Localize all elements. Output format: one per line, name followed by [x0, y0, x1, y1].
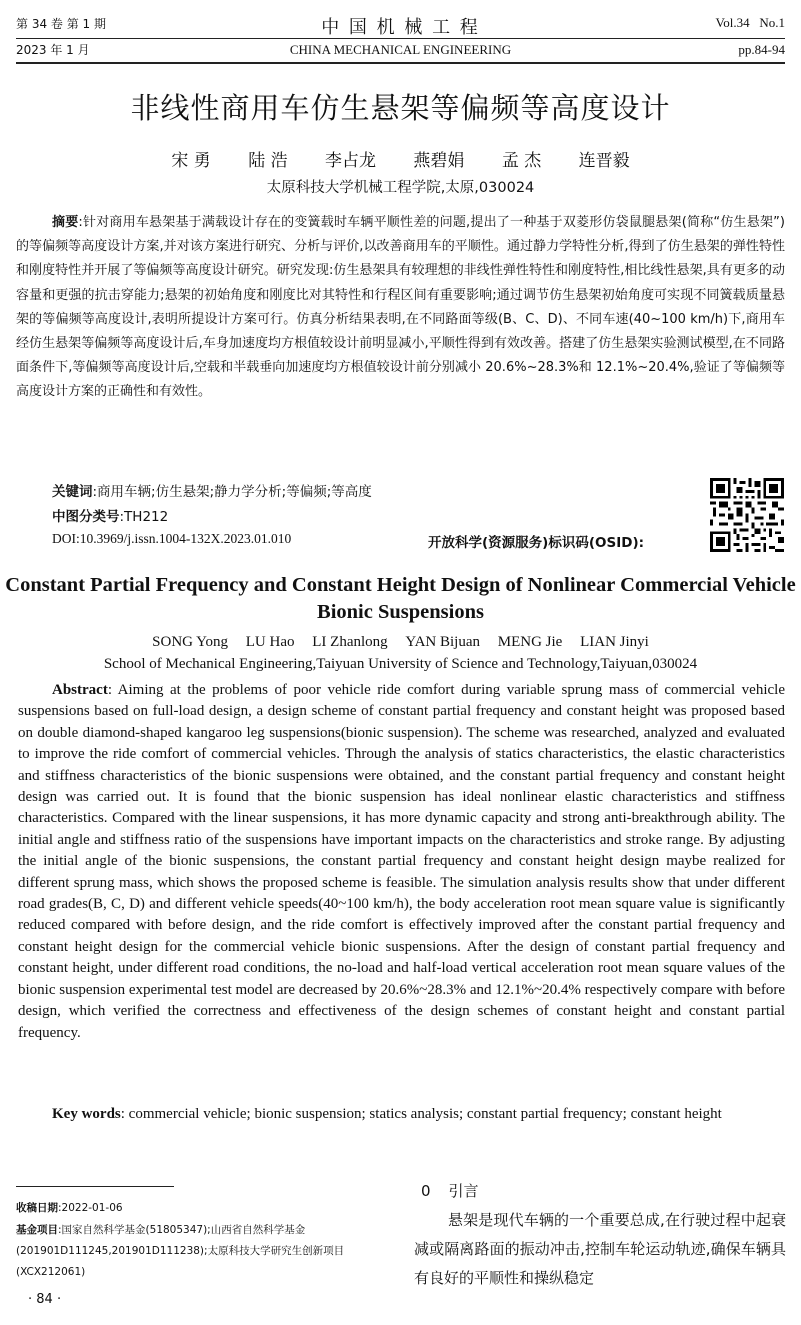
page-number: · 84 ·: [28, 1292, 62, 1307]
author-en: LU Hao: [245, 634, 295, 650]
doi[interactable]: DOI:10.3969/j.issn.1004-132X.2023.01.010: [52, 531, 292, 546]
keywords-en-text: : commercial vehicle; bionic suspension; statics analysis; constant partial frequency; constant height: [120, 1106, 722, 1122]
abstract-cn-text: :针对商用车悬架基于满载设计存在的变簧载时车辆平顺性差的问题,提出了一种基于双菱形仿袋鼠腿悬架(简称“仿生悬架”)的等偏频等高度设计方案,并对该方案进行研究、分析与评价,以改善商用车的平顺性。通过静力学特性分析,得到了仿生悬架的弹性特性和刚度特性并开展了等偏频等高度设计研究。研究发现:仿生悬架具有较理想的非线性弹性特性和刚度特性,相比线性悬架,具有更多的动容量和更强的抗击穿能力;悬架的初始角度和刚度比对其特性和行程区间有重要影响;通过调节仿生悬架初始角度可实现不同簧载质量悬架的等偏频等高度设计,表明所提设计方案可行。仿真分析结果表明,在不同路面等级(B、C、D)、不同车速(40~100 km/h)下,商用车经仿生悬架等偏频等高度设计后,车身加速度均方根值较设计前明显减小,平顺性得到有效改善。搭建了仿生悬架实验测试模型,在不同路面条件下,等偏频等高度设计后,空载和半载垂向加速度均方根值较设计前分别减小 20.6%~28.3%和 12.1%~20.4%,验证了等偏频等高度设计方案的正确性和有效性。: [16, 215, 785, 400]
abstract-cn-label: 摘要: [52, 215, 79, 230]
fund-label: 基金项目: [16, 1224, 58, 1236]
author-cn: 陆 浩: [248, 151, 288, 171]
section-text: 悬架是现代车辆的一个重要总成,在行驶过程中起衰减或隔离路面的振动冲击,控制车轮运动轨迹,确保车辆具有良好的平顺性和操纵稳定: [414, 1211, 786, 1287]
received-text: :2022-01-06: [58, 1202, 123, 1214]
keywords-cn-label: 关键词: [52, 484, 93, 500]
received-date: [16, 1198, 386, 1219]
author-cn: 燕碧娟: [413, 151, 465, 171]
paper-title-cn: 非线性商用车仿生悬架等偏频等高度设计: [130, 91, 671, 125]
journal-name-cn: 中 国 机 械 工 程: [321, 17, 480, 38]
affiliation-en: School of Mechanical Engineering,Taiyuan University of Science and Technology,Taiyuan,030024: [103, 656, 698, 672]
page-range: pp.84-94: [738, 42, 785, 57]
abstract-en-text: : Aiming at the problems of poor vehicle ride comfort during variable sprung mass of commercial vehicle suspensions based on full-load design, a design scheme of constant partial frequency and constant height was proposed based on double diamond-shaped kangaroo leg suspensions(bionic suspension). The scheme was researched, analyzed and evaluated to improve the ride comfort of commercial vehicles. Through the analysis of statics characteristics, the elastic characteristics and stiffness characteristics of the bionic suspensions were obtained, and the constant partial frequency and constant height design was carried out. It is found that the bionic suspension has ideal nonlinear elastic characteristics and stiffness characteristics. Compared with the linear suspensions, it has more dynamic capacity and strong anti-breakthrough ability. The initial angle and stiffness ratio of the suspensions have important impacts on the characteristics and stroke range. By adjusting the initial angle of the bionic suspensions, the constant partial frequency and constant height design maybe realized for different sprung mass, which shows the proposed scheme is feasible. The simulation analysis results show that under different road grades(B, C, D) and different vehicle speeds(40~100 km/h), the body acceleration root mean square value is significantly reduced compared with before design, and the ride comfort is effectively improved after the constant partial frequency and constant height design for the commercial vehicle bionic suspensions. After the design of constant partial frequency and constant height, under different road conditions, the no-load and half-load vertical acceleration root mean square values of the bionic suspension experimental test model are decreased by 20.6%~28.3% and 12.1%~20.4% respectively compare with before design, which verified the correctness and effectiveness of the design schemes of constant height and constant partial frequency.: [18, 682, 785, 1041]
author-list-cn: [0, 146, 801, 171]
volume-issue-en: Vol.34 No.1: [715, 15, 785, 30]
date-cn: 2023 年 1 月: [16, 43, 90, 57]
volume-issue-cn: 第 34 卷 第 1 期: [16, 17, 106, 31]
section-heading: [421, 1180, 479, 1201]
clc-text: :TH212: [119, 509, 169, 525]
abstract-en: [18, 680, 785, 1044]
author-list-en: [0, 634, 801, 651]
keywords-cn-text: :商用车辆;仿生悬架;静力学分析;等偏频;等高度: [92, 484, 372, 500]
paper-title-en: Constant Partial Frequency and Constant Height Design of Nonlinear Commercial Vehicle Bionic Suspensions: [5, 574, 796, 623]
affiliation-cn: 太原科技大学机械工程学院,太原,030024: [266, 180, 535, 196]
abstract-cn: [16, 211, 785, 405]
section-number: 0: [421, 1182, 431, 1200]
author-en: LIAN Jinyi: [580, 634, 649, 650]
clc-number: [52, 505, 168, 525]
keywords-en: [18, 1104, 785, 1125]
qr-code-icon[interactable]: [710, 478, 784, 552]
journal-name-en: CHINA MECHANICAL ENGINEERING: [289, 42, 512, 57]
fund-info: [16, 1220, 386, 1283]
author-en: SONG Yong: [152, 634, 229, 650]
section-title: 引言: [448, 1182, 479, 1200]
author-cn: 宋 勇: [171, 151, 211, 171]
osid-label: 开放科学(资源服务)标识码(OSID):: [428, 535, 645, 551]
author-en: YAN Bijuan: [405, 634, 481, 650]
fund-text: :国家自然科学基金(51805347);山西省自然科学基金(201901D111245,201901D111238);太原科技大学研究生创新项目(XCX212061): [16, 1224, 345, 1278]
header-rule-thin: [16, 38, 785, 39]
keywords-cn: [52, 480, 372, 500]
author-cn: 李占龙: [325, 151, 376, 171]
author-cn: 孟 杰: [501, 151, 542, 171]
author-en: LI Zhanlong: [312, 634, 388, 650]
received-label: 收稿日期: [16, 1202, 58, 1214]
header-rule: [16, 62, 785, 64]
abstract-en-label: Abstract: [52, 682, 108, 698]
footnote-rule: [16, 1186, 174, 1187]
author-cn: 连晋毅: [578, 151, 630, 171]
clc-label: 中图分类号: [52, 509, 120, 525]
author-en: MENG Jie: [497, 634, 563, 650]
keywords-en-label: Key words: [52, 1106, 121, 1122]
